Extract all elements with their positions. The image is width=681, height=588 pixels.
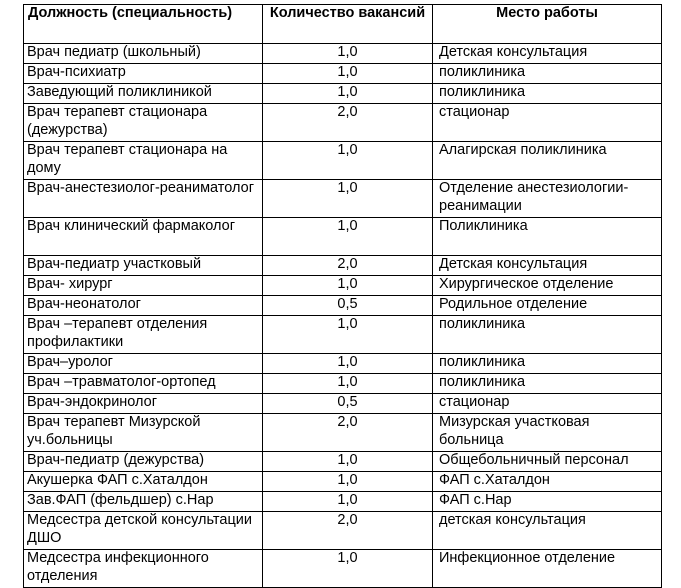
count-cell: 0,5	[263, 296, 433, 316]
count-cell: 2,0	[263, 256, 433, 276]
table-row	[24, 142, 662, 180]
position-cell: Врач-психиатр	[24, 64, 263, 84]
table-row	[24, 104, 662, 142]
place-cell: стационар	[433, 394, 662, 414]
table-row	[24, 296, 662, 316]
place-cell: стационар	[433, 104, 662, 142]
table-row	[24, 276, 662, 296]
position-cell: Врач-анестезиолог-реаниматолог	[24, 180, 263, 218]
place-cell: поликлиника	[433, 374, 662, 394]
position-cell: Акушерка ФАП с.Хаталдон	[24, 472, 263, 492]
position-cell: Врач клинический фармаколог	[24, 218, 263, 256]
position-cell: Врач –терапевт отделения профилактики	[24, 316, 263, 354]
count-cell: 1,0	[263, 492, 433, 512]
position-cell: Врач терапевт Мизурской уч.больницы	[24, 414, 263, 452]
position-cell: Зав.ФАП (фельдшер) с.Нар	[24, 492, 263, 512]
position-cell: Врач терапевт стационара (дежурства)	[24, 104, 263, 142]
position-cell: Врач терапевт стационара на дому	[24, 142, 263, 180]
table-row	[24, 354, 662, 374]
place-cell: Инфекционное отделение	[433, 550, 662, 588]
position-cell: Врач-педиатр (дежурства)	[24, 452, 263, 472]
place-cell: Поликлиника	[433, 218, 662, 256]
count-cell: 1,0	[263, 218, 433, 256]
count-cell: 1,0	[263, 142, 433, 180]
place-cell: детская консультация	[433, 512, 662, 550]
table-row	[24, 44, 662, 64]
count-cell: 1,0	[263, 472, 433, 492]
place-cell: поликлиника	[433, 316, 662, 354]
count-cell: 2,0	[263, 104, 433, 142]
header-position: Должность (специальность)	[24, 5, 263, 44]
table-row	[24, 452, 662, 472]
header-row	[24, 5, 662, 44]
position-cell: Врач-неонатолог	[24, 296, 263, 316]
position-cell: Медсестра инфекционного отделения	[24, 550, 263, 588]
table-row	[24, 472, 662, 492]
count-cell: 1,0	[263, 354, 433, 374]
position-cell: Врач- хирург	[24, 276, 263, 296]
position-cell: Врач педиатр (школьный)	[24, 44, 263, 64]
header-place: Место работы	[433, 5, 662, 44]
header-count: Количество вакансий	[263, 5, 433, 44]
place-cell: Детская консультация	[433, 256, 662, 276]
place-cell: Отделение анестезиологии-реанимации	[433, 180, 662, 218]
table-row	[24, 256, 662, 276]
place-cell: Родильное отделение	[433, 296, 662, 316]
table-row	[24, 84, 662, 104]
count-cell: 1,0	[263, 44, 433, 64]
table-row	[24, 64, 662, 84]
position-cell: Врач-педиатр участковый	[24, 256, 263, 276]
place-cell: Алагирская поликлиника	[433, 142, 662, 180]
count-cell: 1,0	[263, 84, 433, 104]
place-cell: поликлиника	[433, 64, 662, 84]
count-cell: 2,0	[263, 512, 433, 550]
place-cell: Общебольничный персонал	[433, 452, 662, 472]
table-body	[24, 44, 662, 588]
position-cell: Врач–уролог	[24, 354, 263, 374]
count-cell: 1,0	[263, 374, 433, 394]
vacancies-table	[23, 4, 662, 588]
table-row	[24, 374, 662, 394]
table-row	[24, 414, 662, 452]
place-cell: Детская консультация	[433, 44, 662, 64]
table-row	[24, 492, 662, 512]
count-cell: 1,0	[263, 276, 433, 296]
position-cell: Врач –травматолог-ортопед	[24, 374, 263, 394]
count-cell: 1,0	[263, 180, 433, 218]
place-cell: поликлиника	[433, 354, 662, 374]
table-row	[24, 180, 662, 218]
place-cell: поликлиника	[433, 84, 662, 104]
place-cell: Мизурская участковая больница	[433, 414, 662, 452]
count-cell: 0,5	[263, 394, 433, 414]
table-row	[24, 316, 662, 354]
count-cell: 1,0	[263, 64, 433, 84]
position-cell: Медсестра детской консультации ДШО	[24, 512, 263, 550]
count-cell: 1,0	[263, 316, 433, 354]
table-row	[24, 394, 662, 414]
place-cell: ФАП с.Нар	[433, 492, 662, 512]
table-row	[24, 512, 662, 550]
position-cell: Врач-эндокринолог	[24, 394, 263, 414]
count-cell: 2,0	[263, 414, 433, 452]
place-cell: Хирургическое отделение	[433, 276, 662, 296]
position-cell: Заведующий поликлиникой	[24, 84, 263, 104]
table-row	[24, 218, 662, 256]
count-cell: 1,0	[263, 452, 433, 472]
count-cell: 1,0	[263, 550, 433, 588]
place-cell: ФАП с.Хаталдон	[433, 472, 662, 492]
